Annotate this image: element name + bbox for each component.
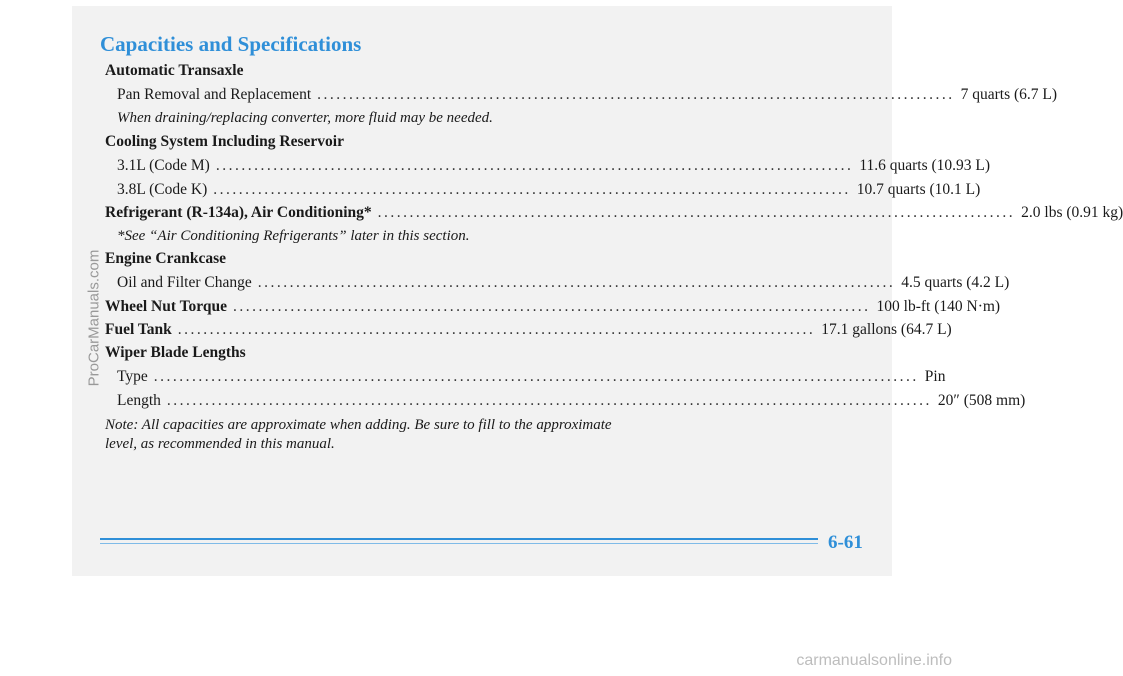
watermark-side (86, 218, 102, 418)
spec-row-refrigerant (105, 204, 1123, 222)
spec-value: 2.0 lbs (0.91 kg) (1021, 204, 1123, 221)
spec-row-cooling-38l (117, 181, 981, 199)
spec-row-cooling-31l (117, 157, 991, 175)
spec-value: 7 quarts (6.7 L) (960, 86, 1058, 103)
refrigerant-note: *See “Air Conditioning Refrigerants” later in this section. (117, 228, 470, 244)
spec-row-fuel-tank (105, 321, 952, 339)
spec-value: 4.5 quarts (4.2 L) (901, 274, 1010, 291)
spec-row-wiper-type (117, 368, 946, 386)
footer-rule-thin (100, 543, 818, 544)
spec-label: Type (117, 368, 148, 385)
spec-label: 3.8L (Code K) (117, 181, 208, 198)
leader-dots: .................................................................................................... (177, 321, 816, 338)
section-heading-transaxle: Automatic Transaxle (105, 62, 244, 79)
spec-label: Refrigerant (R-134a), Air Conditioning* (105, 204, 372, 221)
spec-row-pan-removal (117, 86, 1058, 104)
spec-value: Pin (924, 368, 946, 385)
leader-dots: .................................................................................................... (317, 86, 955, 103)
leader-dots: .................................................................................................... (257, 274, 896, 291)
spec-row-oil-filter (117, 274, 1010, 292)
spec-label: Wheel Nut Torque (105, 298, 228, 315)
spec-value: 17.1 gallons (64.7 L) (821, 321, 952, 338)
transaxle-note: When draining/replacing converter, more fluid may be needed. (117, 110, 493, 126)
page-number: 6-61 (828, 532, 863, 553)
spec-value: 11.6 quarts (10.93 L) (859, 157, 991, 174)
spec-row-wiper-length (117, 392, 1026, 410)
watermark-bottom[interactable]: carmanualsonline.info (796, 652, 952, 669)
footer-rule (100, 538, 818, 540)
watermark-side-text: ProCarManuals.com (85, 249, 103, 387)
spec-label: Pan Removal and Replacement (117, 86, 312, 103)
section-heading-wiper: Wiper Blade Lengths (105, 344, 246, 361)
leader-dots: .................................................................................................... (215, 157, 854, 174)
spec-label: Fuel Tank (105, 321, 172, 338)
page-title: Capacities and Specifications (100, 32, 362, 56)
section-heading-cooling: Cooling System Including Reservoir (105, 133, 344, 150)
spec-label: 3.1L (Code M) (117, 157, 210, 174)
leader-dots: ........................................................................................................................ (153, 368, 919, 385)
capacities-note: Note: All capacities are approximate when adding. Be sure to fill to the approximate level, as recommended in this manual. (105, 417, 612, 452)
leader-dots: .................................................................................................... (377, 204, 1016, 221)
spec-value: 10.7 quarts (10.1 L) (856, 181, 981, 198)
leader-dots: ........................................................................................................................ (166, 392, 932, 409)
spec-value: 100 lb-ft (140 N·m) (876, 298, 1001, 315)
spec-value: 20″ (508 mm) (937, 392, 1026, 409)
leader-dots: .................................................................................................... (213, 181, 851, 198)
spec-label: Oil and Filter Change (117, 274, 252, 291)
section-heading-crankcase: Engine Crankcase (105, 250, 226, 267)
leader-dots: .................................................................................................... (233, 298, 871, 315)
spec-label: Length (117, 392, 161, 409)
spec-row-wheel-nut (105, 298, 1001, 316)
